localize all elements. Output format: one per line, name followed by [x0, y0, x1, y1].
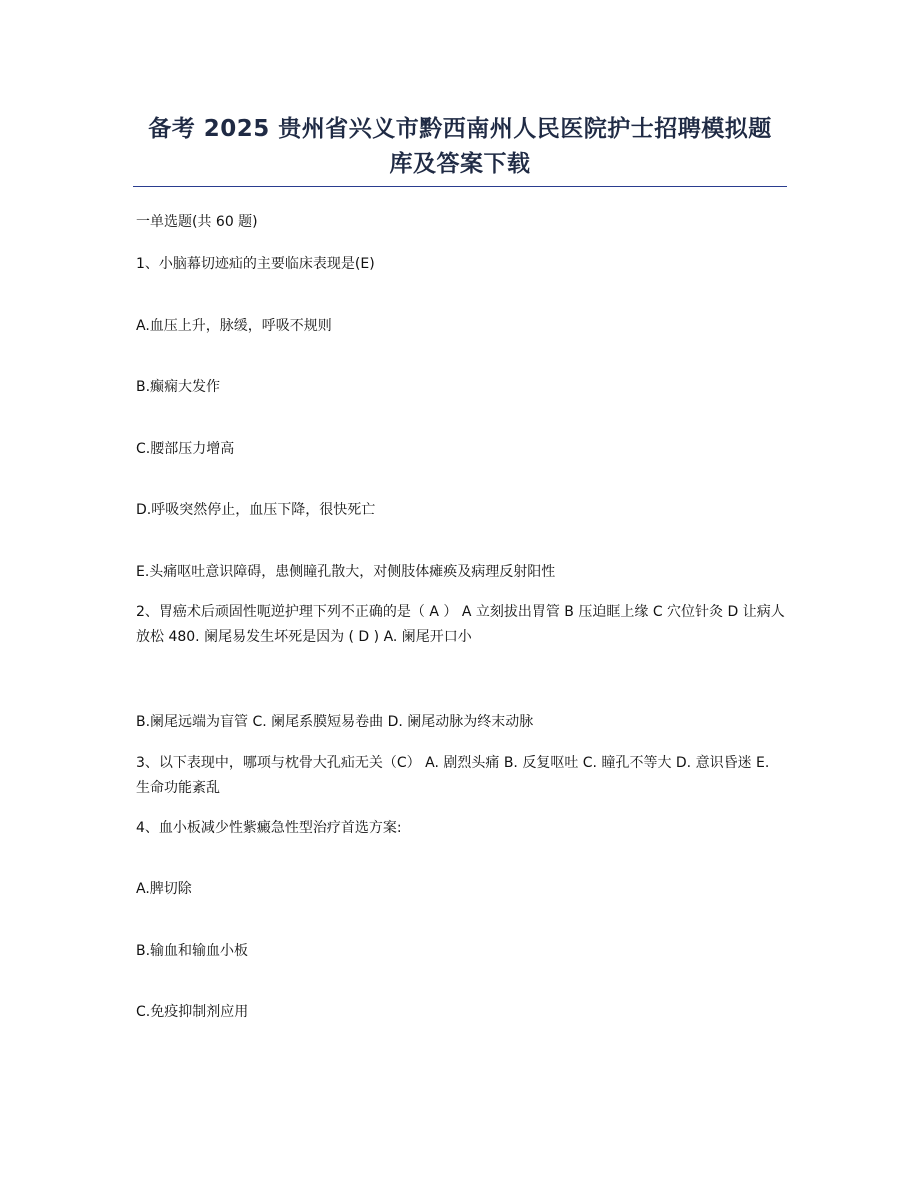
title-line-2: 库及答案下载	[389, 151, 531, 177]
document-title	[120, 112, 800, 182]
question-4-option-b: B.输血和输血小板	[136, 943, 249, 959]
title-divider	[133, 186, 787, 187]
title-line-1: 备考 2025 贵州省兴义市黔西南州人民医院护士招聘模拟题	[148, 116, 772, 142]
section-heading: 一单选题(共 60 题)	[136, 214, 258, 230]
question-1-option-d: D.呼吸突然停止，血压下降，很快死亡	[136, 502, 376, 518]
question-1-option-b: B.癫痫大发作	[136, 379, 221, 395]
question-1-stem: 1、小脑幕切迹疝的主要临床表现是(E)	[136, 256, 375, 272]
question-2-stem: 2、胃癌术后顽固性呃逆护理下列不正确的是（ A ） A 立刻拔出胃管 B 压迫眶上缘 C 穴位针灸 D 让病人放松 480. 阑尾易发生坏死是因为 ( D ) A. 阑尾开口小	[136, 604, 785, 645]
question-4-option-a: A.脾切除	[136, 881, 192, 897]
question-3-stem: 3、以下表现中，哪项与枕骨大孔疝无关（C） A. 剧烈头痛 B. 反复呕吐 C. 瞳孔不等大 D. 意识昏迷 E. 生命功能紊乱	[136, 755, 770, 796]
question-1-option-a: A.血压上升，脉缓，呼吸不规则	[136, 318, 332, 334]
question-1-option-c: C.腰部压力增高	[136, 441, 235, 457]
question-1-option-e: E.头痛呕吐意识障碍，患侧瞳孔散大，对侧肢体瘫痪及病理反射阳性	[136, 564, 556, 580]
question-2-option-b: B.阑尾远端为盲管 C. 阑尾系膜短易卷曲 D. 阑尾动脉为终末动脉	[136, 714, 534, 730]
question-4-stem: 4、血小板减少性紫癜急性型治疗首选方案:	[136, 820, 402, 836]
question-4-option-c: C.免疫抑制剂应用	[136, 1004, 249, 1020]
